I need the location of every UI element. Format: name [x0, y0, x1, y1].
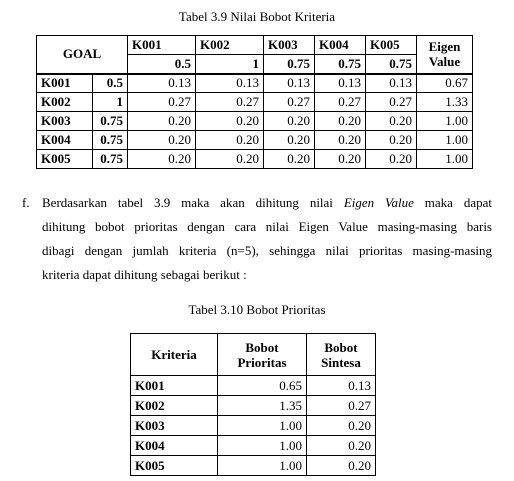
header-line: Bobot: [245, 339, 279, 355]
table-row: [131, 396, 376, 416]
matrix-cell: 0.20: [366, 150, 417, 169]
matrix-cell: 0.13: [196, 74, 264, 93]
list-marker: f.: [22, 195, 30, 210]
prioritas-cell: 0.65: [218, 376, 307, 396]
row-weight: 0.5: [93, 74, 128, 93]
matrix-cell: 0.13: [315, 74, 366, 93]
paragraph-body: [42, 191, 492, 287]
bobot-sintesa-header: [307, 334, 376, 376]
eigen-cell: 1.00: [417, 150, 473, 169]
table-row: [131, 376, 376, 396]
matrix-cell: 0.20: [196, 150, 264, 169]
table-row: [37, 131, 473, 150]
row-weight: 0.75: [93, 150, 128, 169]
matrix-cell: 0.20: [196, 112, 264, 131]
column-weight: 0.75: [366, 55, 417, 74]
row-weight: 1: [93, 93, 128, 112]
header-line: Bobot: [324, 339, 358, 355]
row-code: K002: [37, 93, 93, 112]
matrix-cell: 0.27: [315, 93, 366, 112]
header-line: Prioritas: [237, 354, 287, 370]
table-row: [37, 74, 473, 93]
row-weight: 0.75: [93, 112, 128, 131]
row-code: K005: [131, 456, 218, 476]
eigen-cell: 1.00: [417, 112, 473, 131]
matrix-cell: 0.20: [128, 150, 196, 169]
paragraph-text: dihitung bobot prioritas dengan cara nilai Eigen Value masing-masing baris: [42, 219, 492, 234]
criteria-weight-table: [36, 35, 473, 169]
sintesa-cell: 0.20: [307, 436, 376, 456]
column-weight: 0.5: [128, 55, 196, 74]
paragraph-line: [42, 263, 492, 287]
sintesa-cell: 0.20: [307, 416, 376, 436]
sintesa-cell: 0.27: [307, 396, 376, 416]
table-row: [131, 456, 376, 476]
row-code: K003: [131, 416, 218, 436]
paragraph-text: maka dapat: [413, 195, 492, 210]
prioritas-cell: 1.35: [218, 396, 307, 416]
row-code: K001: [37, 74, 93, 93]
eigen-value-header: [417, 36, 473, 74]
paragraph-text: dibagi dengan jumlah kriteria (n=5), sehingga nilai prioritas masing-masing: [42, 243, 492, 258]
paragraph-text: kriteria dapat dihitung sebagai berikut :: [42, 267, 247, 282]
column-weight: 0.75: [264, 55, 315, 74]
matrix-cell: 0.20: [128, 131, 196, 150]
column-weight: 1: [196, 55, 264, 74]
row-code: K004: [131, 436, 218, 456]
table-row: [37, 150, 473, 169]
row-weight: 0.75: [93, 131, 128, 150]
row-code: K005: [37, 150, 93, 169]
paragraph-line: [42, 239, 492, 263]
table2-caption: Tabel 3.10 Bobot Prioritas: [188, 302, 326, 317]
matrix-cell: 0.20: [315, 150, 366, 169]
matrix-cell: 0.27: [196, 93, 264, 112]
eigen-cell: 1.00: [417, 131, 473, 150]
prioritas-cell: 1.00: [218, 436, 307, 456]
row-code: K003: [37, 112, 93, 131]
matrix-cell: 0.20: [264, 131, 315, 150]
table1-caption: Tabel 3.9 Nilai Bobot Kriteria: [178, 9, 336, 24]
table-row: [131, 416, 376, 436]
bobot-prioritas-header: [218, 334, 307, 376]
paragraph-line: [42, 215, 492, 239]
matrix-cell: 0.27: [366, 93, 417, 112]
matrix-cell: 0.27: [264, 93, 315, 112]
header-line: Sintesa: [321, 354, 361, 370]
matrix-cell: 0.27: [128, 93, 196, 112]
matrix-cell: 0.20: [366, 131, 417, 150]
row-code: K004: [37, 131, 93, 150]
kriteria-header: Kriteria: [131, 334, 218, 376]
paragraph-line: [42, 191, 492, 215]
prioritas-cell: 1.00: [218, 416, 307, 436]
goal-header: GOAL: [37, 36, 128, 74]
table-row: [37, 112, 473, 131]
column-code: K002: [196, 36, 264, 55]
matrix-cell: 0.20: [196, 131, 264, 150]
eigen-header-line: Eigen: [428, 39, 461, 55]
matrix-cell: 0.13: [264, 74, 315, 93]
table-row: [131, 436, 376, 456]
eigen-cell: 1.33: [417, 93, 473, 112]
matrix-cell: 0.20: [128, 112, 196, 131]
row-code: K002: [131, 396, 218, 416]
column-code: K005: [366, 36, 417, 55]
column-code: K001: [128, 36, 196, 55]
matrix-cell: 0.13: [128, 74, 196, 93]
matrix-cell: 0.20: [315, 131, 366, 150]
prioritas-cell: 1.00: [218, 456, 307, 476]
table-row: [37, 93, 473, 112]
column-code: K004: [315, 36, 366, 55]
column-weight: 0.75: [315, 55, 366, 74]
row-code: K001: [131, 376, 218, 396]
matrix-cell: 0.20: [315, 112, 366, 131]
matrix-cell: 0.20: [366, 112, 417, 131]
priority-weight-table: [130, 333, 376, 476]
matrix-cell: 0.20: [264, 150, 315, 169]
eigen-header-line: Value: [428, 54, 461, 70]
matrix-cell: 0.20: [264, 112, 315, 131]
explanation-paragraph: [22, 191, 492, 291]
paragraph-text: Berdasarkan tabel 3.9 maka akan dihitung nilai: [42, 195, 344, 210]
column-code: K003: [264, 36, 315, 55]
matrix-cell: 0.13: [366, 74, 417, 93]
emphasis-text: Eigen Value: [343, 195, 414, 210]
sintesa-cell: 0.20: [307, 456, 376, 476]
sintesa-cell: 0.13: [307, 376, 376, 396]
eigen-cell: 0.67: [417, 74, 473, 93]
